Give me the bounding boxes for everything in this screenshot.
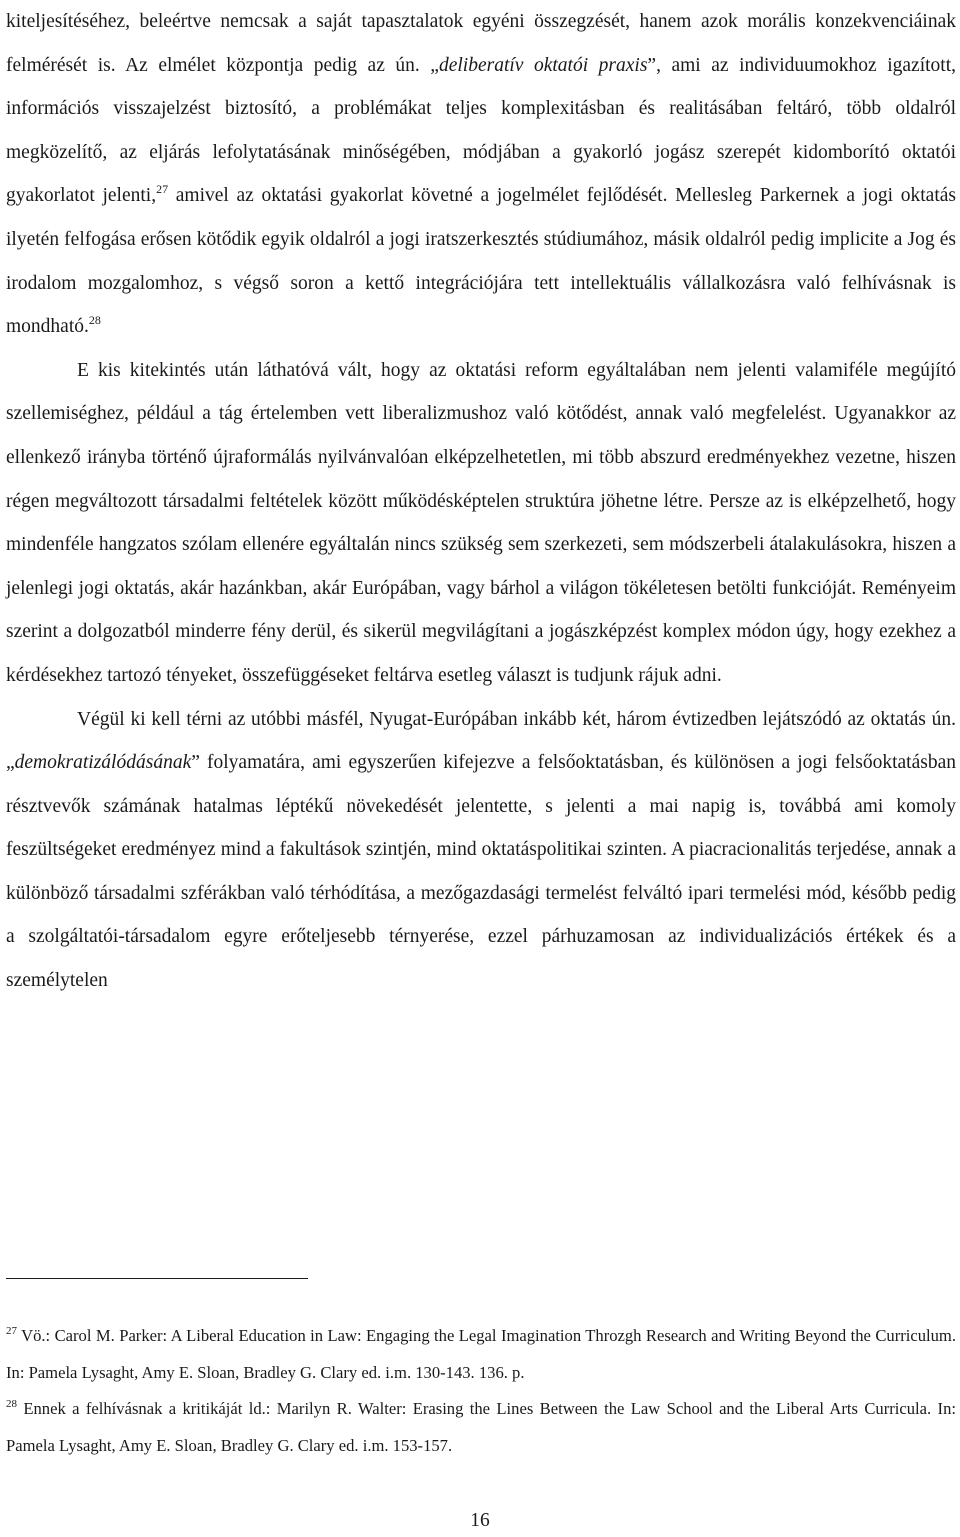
footnote-ref-27[interactable]: 27 [156, 182, 169, 197]
page-number: 16 [470, 1510, 490, 1531]
footnote-28 [6, 1391, 956, 1464]
footnote-text: Vö.: Carol M. Parker: A Liberal Education in Law: Engaging the Legal Imagination Throzgh Research and Writing Beyond the Curriculum. In: Pamela Lysaght, Amy E. Sloan, Bradley G. Clary ed. i.m. 130-143. 136. p. [6, 1326, 956, 1382]
footnotes [6, 1318, 956, 1464]
paragraph-1-emphasis: deliberatív oktatói praxis [438, 54, 648, 76]
paragraph-2: E kis kitekintés után láthatóvá vált, hogy az oktatási reform egyáltalában nem jelenti valamiféle megújító szellemiséghez, például a tág értelemben vett liberalizmushoz való kötődést, annak való megfelelést. Ugyanakkor az ellenkező irányba történő újraformálás nyilvánvalóan elképzelhetetlen, mi több abszurd eredményekhez vezetne, hiszen régen megváltozott társadalmi feltételek között működésképtelen struktúra jöhetne létre. Persze az is elképzelhető, hogy mindenféle hangzatos szólam ellenére egyáltalán nincs szükség sem szerkezeti, sem módszerbeli átalakulásokra, hiszen a jelenlegi jogi oktatás, akár hazánkban, akár Európában, vagy bárhol a világon tökéletesen betölti funkcióját. Reményeim szerint a dolgozatból minderre fény derül, és sikerül megvilágítani a jogászképzést komplex módon úgy, hogy ezekhez a kérdésekhez tartozó tényeket, összefüggéseket feltárva esetleg választ is tudjunk rájuk adni. [6, 359, 956, 686]
footnote-ref-28[interactable]: 28 [88, 313, 101, 328]
footnote-number: 27 [6, 1325, 17, 1337]
paragraph-1-part-b: ”, ami az individuumokhoz igazított, információs visszajelzést biztosító, a problémákat teljes komplexitásban és realitásában feltáró, több oldalról megközelítő, az eljárás lefolytatásának minőségében, módjában a gyakorló jogász szerepét kidomborító oktatói gyakorlatot jelenti, [6, 54, 956, 207]
paragraph-1-part-a: kiteljesítéséhez, beleértve nemcsak a saját tapasztalatok egyéni összegzését, hanem azok morális konzekvenciáinak felmérését is. Az elmélet központja pedig az ún. „ [6, 11, 956, 76]
paragraph-1 [6, 0, 956, 349]
paragraph-3-part-b: ” folyamatára, ami egyszerűen kifejezve a felsőoktatásban, és különösen a jogi felsőoktatásban résztvevők számának hatalmas léptékű növekedését jelentette, s jelenti a mai napig is, továbbá ami komoly feszültségeket eredményez mind a fakultások szintjén, mind oktatáspolitikai szinten. A piacracionalitás terjedése, annak a különböző társadalmi szférákban való térhódítása, a mezőgazdasági termelést felváltó ipari termelési mód, később pedig a szolgáltatói-társadalom egyre erőteljesebb térnyerése, ezzel párhuzamosan az individualizációs értékek és a személytelen [6, 752, 956, 992]
page-body [6, 0, 956, 1003]
footnote-number: 28 [6, 1398, 17, 1410]
paragraph-3-part-a: Végül ki kell térni az utóbbi másfél, Nyugat-Európában inkább két, három évtizedben lejátszódó az oktatás ún. „ [6, 708, 956, 774]
footnote-separator [6, 1278, 308, 1279]
paragraph-3-emphasis: demokratizálódásának [14, 752, 192, 774]
footnote-text: Ennek a felhívásnak a kritikáját ld.: Marilyn R. Walter: Erasing the Lines Between the Law School and the Liberal Arts Curricula. In: Pamela Lysaght, Amy E. Sloan, Bradley G. Clary ed. i.m. 153-157. [6, 1399, 956, 1455]
paragraph-1-part-c: amivel az oktatási gyakorlat követné a jogelmélet fejlődését. Mellesleg Parkernek a jogi oktatás ilyetén felfogása erősen kötődik egyik oldalról a jogi iratszerkesztés stúdiumához, másik oldalról pedig implicite a Jog és irodalom mozgalomhoz, s végső soron a kettő integrációjára tett intellektuális vállalkozásra való felhívásnak is mondható. [6, 185, 956, 338]
paragraph-3 [6, 698, 956, 1003]
main-text [6, 0, 956, 1003]
footnote-27 [6, 1318, 956, 1391]
